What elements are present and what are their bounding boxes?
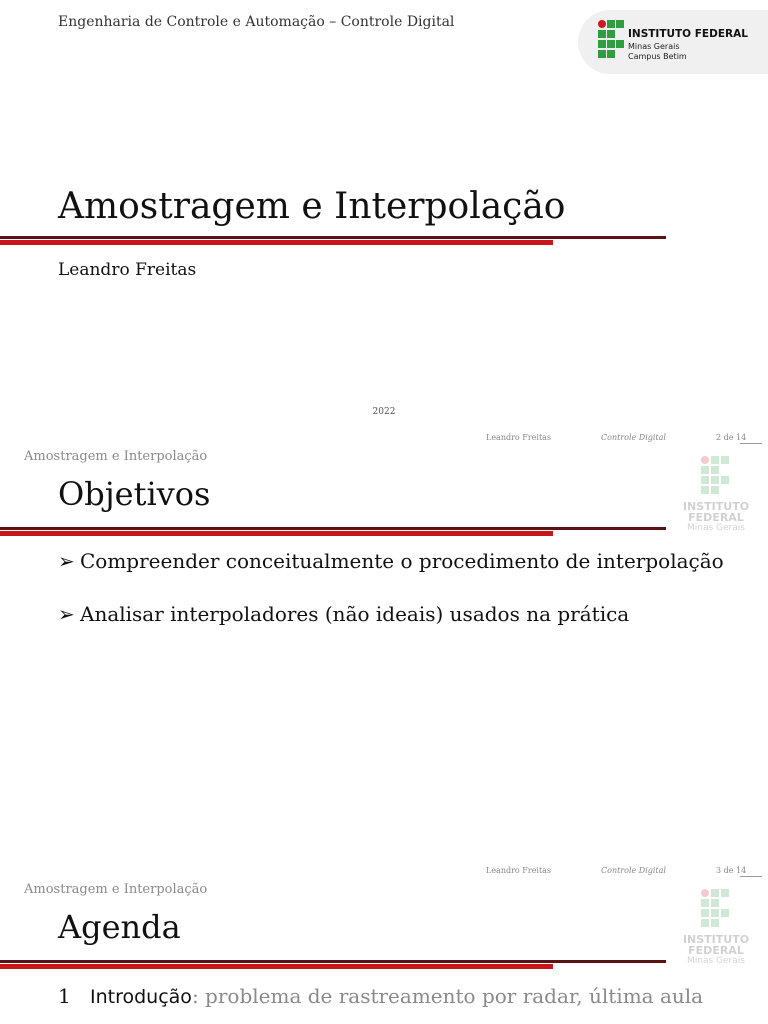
institution-logo	[578, 10, 768, 74]
footer-course: Controle Digital	[601, 866, 666, 875]
footer-course: Controle Digital	[601, 433, 666, 442]
presentation-year: 2022	[372, 407, 396, 417]
logo-title: INSTITUTO FEDERAL	[628, 28, 748, 40]
slide-heading: Objetivos	[58, 475, 211, 513]
if-watermark-logo	[680, 886, 752, 966]
footer-page-number: 3 de 14	[716, 866, 747, 875]
footer-page-number: 2 de 14	[716, 433, 747, 442]
objective-text: Analisar interpoladores (não ideais) usados na prática	[80, 602, 630, 626]
if-logo-icon	[596, 20, 624, 60]
presentation-title: Amostragem e Interpolação	[58, 186, 566, 227]
if-watermark-logo	[680, 453, 752, 533]
section-name: Amostragem e Interpolação	[24, 449, 208, 464]
footer-author: Leandro Freitas	[486, 433, 552, 442]
arrow-bullet-icon: ➢	[58, 549, 75, 573]
agenda-item	[58, 984, 703, 1008]
course-header: Engenharia de Controle e Automação – Controle Digital	[58, 14, 455, 30]
logo-subtitle-campus: Campus Betim	[628, 52, 687, 61]
slide-agenda	[0, 866, 768, 1024]
watermark-title-2: FEDERAL	[688, 511, 744, 524]
watermark-subtitle: Minas Gerais	[687, 523, 745, 533]
footer-underline	[740, 876, 762, 877]
footer-author: Leandro Freitas	[486, 866, 552, 875]
slide-objectives	[0, 433, 768, 866]
title-rule-dark	[0, 236, 666, 239]
heading-rule-red	[0, 531, 553, 536]
slide-title	[0, 0, 768, 433]
agenda-item-heading: Introdução	[90, 986, 192, 1008]
heading-rule-dark	[0, 960, 666, 963]
objective-text: Compreender conceitualmente o procedimento de interpolação	[80, 549, 724, 573]
watermark-title-1: INSTITUTO	[682, 500, 750, 513]
agenda-item-description: : problema de rastreamento por radar, última aula	[191, 984, 704, 1008]
heading-rule-red	[0, 964, 553, 969]
agenda-item-number: 1	[58, 984, 71, 1008]
footer-underline	[740, 443, 762, 444]
section-name: Amostragem e Interpolação	[24, 882, 208, 897]
watermark-title-1: INSTITUTO	[682, 933, 750, 946]
arrow-bullet-icon: ➢	[58, 602, 75, 626]
objective-bullet	[58, 602, 629, 626]
logo-subtitle-state: Minas Gerais	[628, 42, 680, 51]
title-rule-red	[0, 240, 553, 245]
author-name: Leandro Freitas	[58, 260, 197, 280]
watermark-subtitle: Minas Gerais	[687, 956, 745, 966]
heading-rule-dark	[0, 527, 666, 530]
objective-bullet	[58, 549, 724, 573]
watermark-title-2: FEDERAL	[688, 944, 744, 957]
slide-heading: Agenda	[58, 908, 181, 946]
